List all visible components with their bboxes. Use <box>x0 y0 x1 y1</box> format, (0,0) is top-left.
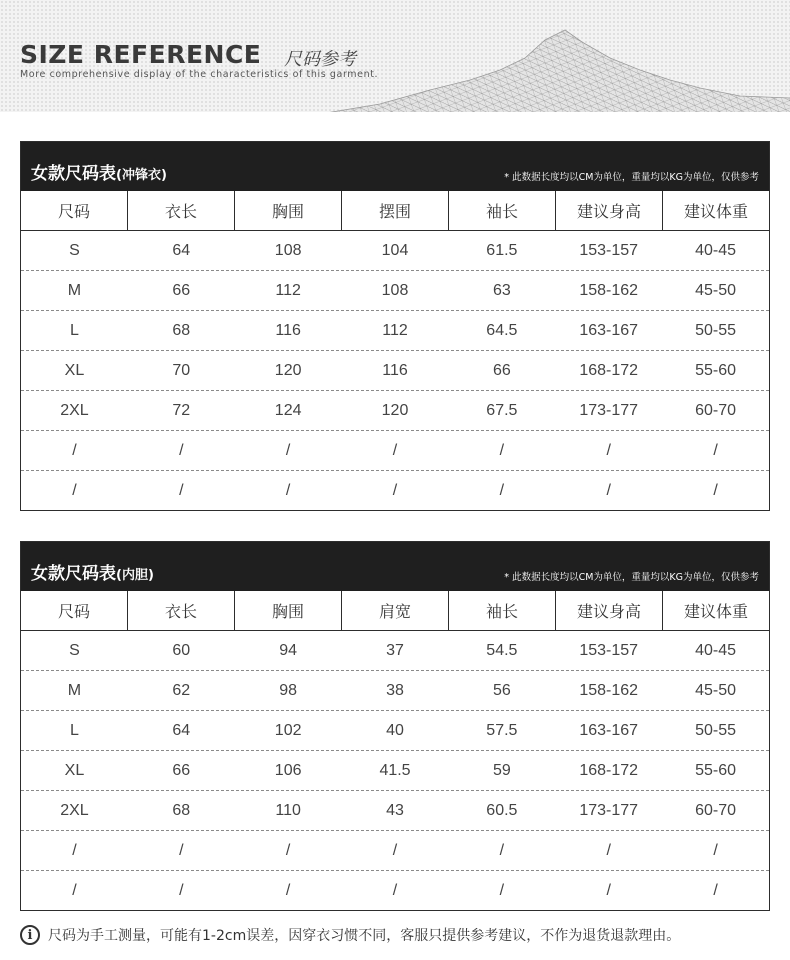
table-cell: 64.5 <box>486 321 518 339</box>
table-cell: 60-70 <box>695 801 737 819</box>
table-cell: / <box>392 482 398 499</box>
table-cell: 40-45 <box>695 641 737 659</box>
table-cell: 37 <box>386 641 404 659</box>
table-row <box>21 711 769 751</box>
column-header: 建议身高 <box>556 191 663 230</box>
table-cell: S <box>69 241 80 259</box>
table-cell: / <box>499 441 505 459</box>
table-cell: 60.5 <box>486 801 518 819</box>
table-cell: 163-167 <box>579 321 639 339</box>
table-title-bar <box>21 542 769 591</box>
column-header: 衣长 <box>128 191 235 230</box>
column-header: 建议体重 <box>683 202 748 221</box>
table-cell: 106 <box>274 761 302 779</box>
table-cell: / <box>72 882 77 899</box>
column-header: 衣长 <box>128 591 235 630</box>
table-cell: / <box>72 441 77 459</box>
table-row <box>21 311 769 351</box>
table-cell: 54.5 <box>486 641 518 659</box>
table-cell: 112 <box>382 321 408 339</box>
table-cell: 94 <box>279 641 298 659</box>
table-cell: S <box>69 641 80 659</box>
table-cell: 98 <box>279 681 298 699</box>
table-cell: 108 <box>381 281 409 299</box>
table-cell: / <box>179 441 184 459</box>
table-unit-note: * 此数据长度均以CM为单位，重量均以KG为单位，仅供参考 <box>504 172 759 183</box>
table-cell: 50-55 <box>695 721 737 739</box>
table-cell: / <box>499 882 505 899</box>
table-cell: 158-162 <box>579 681 639 699</box>
table-cell: / <box>285 882 291 899</box>
table-cell: / <box>606 482 611 499</box>
title-english: SIZE REFERENCE <box>20 40 262 69</box>
table-cell: L <box>69 321 79 339</box>
table-cell: / <box>285 482 291 499</box>
table-title-paren: (冲锋衣) <box>116 168 167 183</box>
column-header: 胸围 <box>235 191 342 230</box>
table-cell: L <box>69 721 79 739</box>
table-cell: XL <box>64 361 85 379</box>
table-cell: 124 <box>274 401 302 419</box>
title-chinese: 尺码参考 <box>284 49 356 70</box>
table-cell: 40-45 <box>695 241 737 259</box>
table-title-bar <box>21 142 769 191</box>
column-header: 尺码 <box>21 191 128 230</box>
table-cell: 168-172 <box>579 761 639 779</box>
table-cell: 120 <box>381 401 409 419</box>
table-cell: / <box>285 441 291 459</box>
size-table-liner <box>20 541 770 911</box>
table-cell: 108 <box>274 241 302 259</box>
column-header: 袖长 <box>449 591 556 630</box>
table-cell: 110 <box>275 801 301 819</box>
table-cell: / <box>713 882 718 899</box>
table-row <box>21 431 769 471</box>
table-cell: 55-60 <box>695 361 737 379</box>
table-cell: 61.5 <box>486 241 518 259</box>
table-cell: 38 <box>386 681 404 699</box>
table-cell: 68 <box>172 321 191 339</box>
table-cell: / <box>392 841 398 859</box>
table-cell: 50-55 <box>695 321 737 339</box>
table-cell: 72 <box>172 401 191 419</box>
column-header: 建议身高 <box>556 591 663 630</box>
table-title-main: 女款尺码表 <box>31 564 116 584</box>
table-title-main: 女款尺码表 <box>31 164 116 184</box>
table-cell: 104 <box>381 241 409 259</box>
table-cell: 66 <box>172 281 191 299</box>
table-cell: / <box>72 841 77 859</box>
column-header: 胸围 <box>235 591 342 630</box>
table-cell: / <box>713 841 718 859</box>
size-table-jacket <box>20 141 770 511</box>
table-title <box>31 559 154 584</box>
table-cell: 67.5 <box>486 401 518 419</box>
table-cell: 158-162 <box>579 281 639 299</box>
table-cell: / <box>392 441 398 459</box>
table-cell: / <box>499 482 505 499</box>
table-cell: 60 <box>172 641 191 659</box>
table-cell: 70 <box>172 361 191 379</box>
table-cell: 56 <box>492 681 511 699</box>
table-cell: M <box>67 281 82 299</box>
table-cell: 112 <box>275 281 301 299</box>
table-cell: 62 <box>172 681 191 699</box>
table-cell: 173-177 <box>579 801 639 819</box>
table-cell: 153-157 <box>579 241 639 259</box>
table-cell: 163-167 <box>579 721 639 739</box>
table-cell: 60-70 <box>695 401 737 419</box>
table-cell: 66 <box>172 761 191 779</box>
mountain-wireframe-graphic <box>320 18 790 112</box>
table-row <box>21 871 769 911</box>
table-header-row <box>21 591 769 631</box>
table-unit-note: * 此数据长度均以CM为单位，重量均以KG为单位，仅供参考 <box>504 572 759 583</box>
table-cell: / <box>179 882 184 899</box>
column-header: 摆围 <box>342 191 449 230</box>
table-row <box>21 791 769 831</box>
table-cell: 63 <box>492 281 511 299</box>
table-cell: 116 <box>275 321 301 339</box>
table-row <box>21 631 769 671</box>
table-cell: / <box>179 841 184 859</box>
table-cell: XL <box>64 761 85 779</box>
page-header <box>0 0 790 112</box>
table-row <box>21 751 769 791</box>
table-row <box>21 231 769 271</box>
table-cell: 59 <box>492 761 511 779</box>
table-row <box>21 471 769 511</box>
table-cell: / <box>285 841 291 859</box>
table-cell: 2XL <box>60 801 89 819</box>
table-row <box>21 271 769 311</box>
disclaimer-text: 尺码为手工测量，可能有1-2cm误差，因穿衣习惯不同，客服只提供参考建议，不作为退货退款理由。 <box>48 928 681 944</box>
table-cell: 40 <box>386 721 404 739</box>
column-header: 肩宽 <box>342 591 449 630</box>
table-cell: / <box>72 482 77 499</box>
table-cell: / <box>179 482 184 499</box>
table-cell: 64 <box>172 241 191 259</box>
table-cell: 2XL <box>60 401 89 419</box>
footer-disclaimer <box>20 924 680 946</box>
table-cell: 57.5 <box>486 721 518 739</box>
table-cell: 41.5 <box>379 761 411 779</box>
table-title <box>31 159 167 184</box>
table-cell: 68 <box>172 801 191 819</box>
info-icon: i <box>20 925 40 945</box>
table-cell: 66 <box>492 361 511 379</box>
table-cell: 45-50 <box>695 281 737 299</box>
table-cell: / <box>606 441 611 459</box>
table-cell: 45-50 <box>695 681 737 699</box>
table-cell: 64 <box>172 721 191 739</box>
header-subtitle: More comprehensive display of the characteristics of this garment. <box>20 69 379 80</box>
column-header: 袖长 <box>449 191 556 230</box>
table-cell: / <box>499 841 505 859</box>
table-cell: 153-157 <box>579 641 639 659</box>
table-header-row <box>21 191 769 231</box>
column-header: 建议体重 <box>683 602 748 621</box>
table-cell: 43 <box>386 801 404 819</box>
table-cell: / <box>713 441 718 459</box>
table-row <box>21 671 769 711</box>
column-header: 尺码 <box>21 591 128 630</box>
table-cell: 173-177 <box>579 401 639 419</box>
table-cell: 116 <box>382 361 408 379</box>
table-row <box>21 831 769 871</box>
table-cell: / <box>606 882 611 899</box>
table-cell: 102 <box>274 721 302 739</box>
table-row <box>21 391 769 431</box>
table-cell: / <box>713 482 718 499</box>
table-cell: / <box>392 882 398 899</box>
table-cell: / <box>606 841 611 859</box>
table-cell: 55-60 <box>695 761 737 779</box>
table-title-paren: (内胆) <box>116 568 154 583</box>
table-cell: M <box>67 681 82 699</box>
table-cell: 120 <box>274 361 302 379</box>
table-row <box>21 351 769 391</box>
table-cell: 168-172 <box>579 361 639 379</box>
